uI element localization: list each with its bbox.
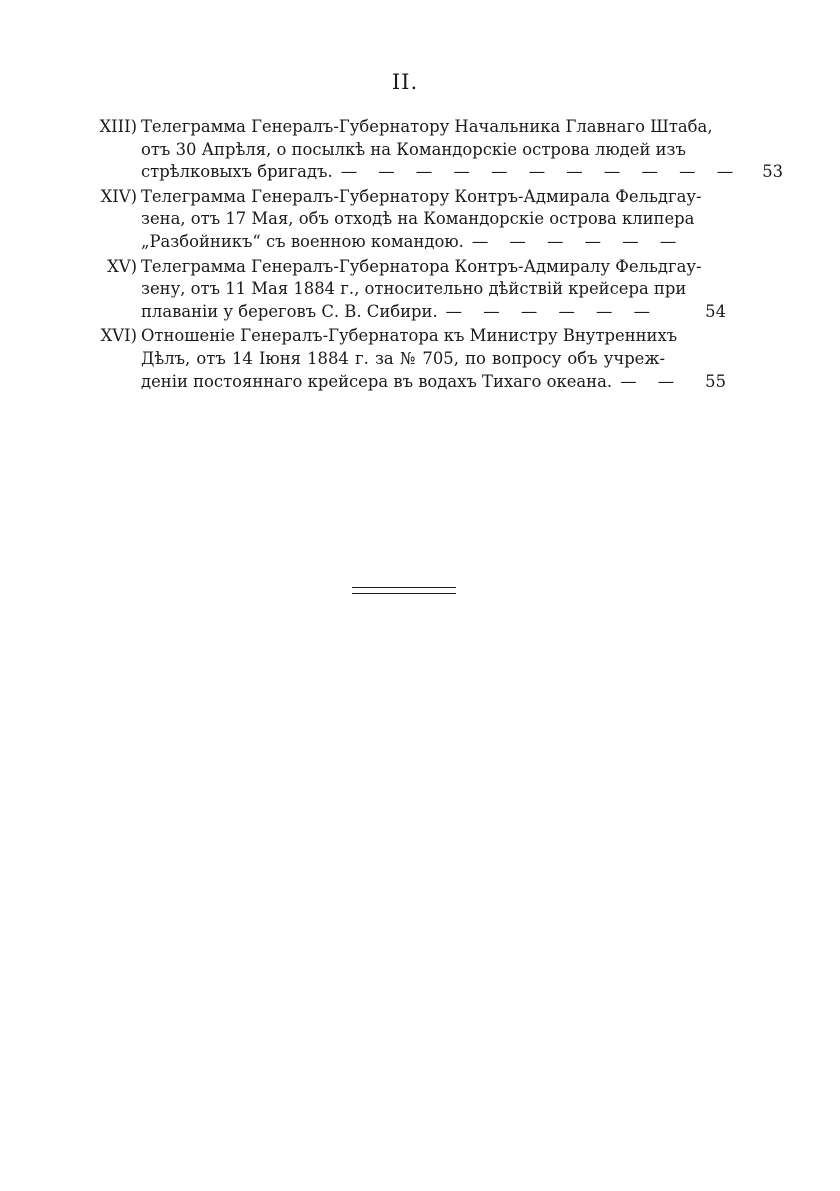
entry-page-number: 53: [762, 162, 784, 182]
entry-text-line: зена, отъ 17 Мая, объ отходѣ на Командорскіе острова клипера: [141, 209, 695, 229]
entry-text-line: Телеграмма Генералъ-Губернатора Контръ-Адмиралу Фельдгау-: [141, 256, 702, 276]
dot-leader: — — — — — —: [471, 231, 685, 251]
toc-entry: [86, 116, 784, 184]
entry-page-number: 55: [705, 371, 726, 391]
entry-numeral: XVI): [100, 326, 137, 346]
toc-entry: [86, 325, 726, 393]
entry-text-line: Телеграмма Генералъ-Губернатору Контръ-Адмирала Фельдгау-: [141, 186, 702, 206]
entry-text-line: плаваніи у береговъ С. В. Сибири.: [141, 301, 438, 321]
toc-entry: [86, 186, 726, 254]
dot-leader: — — — — — — — — — — —: [340, 162, 742, 182]
entry-text-line: Дѣлъ, отъ 14 Іюня 1884 г. за № 705, по вопросу объ учреж-: [141, 348, 665, 368]
entry-text-line: стрѣлковыхъ бригадъ.: [141, 162, 333, 182]
dot-leader: — —: [620, 371, 683, 391]
entry-numeral: XIII): [99, 117, 137, 136]
page-number: II.: [391, 70, 419, 94]
entry-text-line: Телеграмма Генералъ-Губернатору Начальника Главнаго Штаба,: [141, 117, 713, 136]
entry-text-line: Отношеніе Генералъ-Губернатора къ Министру Внутреннихъ: [141, 326, 678, 346]
entry-page-number: 54: [705, 301, 726, 321]
entry-text-line: „Разбойникъ“ съ военною командою.: [141, 231, 464, 251]
entry-text-line: зену, отъ 11 Мая 1884 г., относительно дѣйствій крейсера при: [141, 279, 687, 299]
section-end-rule: [352, 587, 456, 594]
table-of-contents: [86, 116, 784, 395]
entry-text-line: деніи постояннаго крейсера въ водахъ Тихаго океана.: [141, 371, 613, 391]
dot-leader: — — — — — —: [445, 301, 659, 321]
entry-numeral: XIV): [100, 186, 137, 206]
toc-entry: [86, 256, 726, 324]
entry-numeral: XV): [107, 256, 137, 276]
entry-text-line: отъ 30 Апрѣля, о посылкѣ на Командорскіе острова людей изъ: [141, 139, 686, 159]
